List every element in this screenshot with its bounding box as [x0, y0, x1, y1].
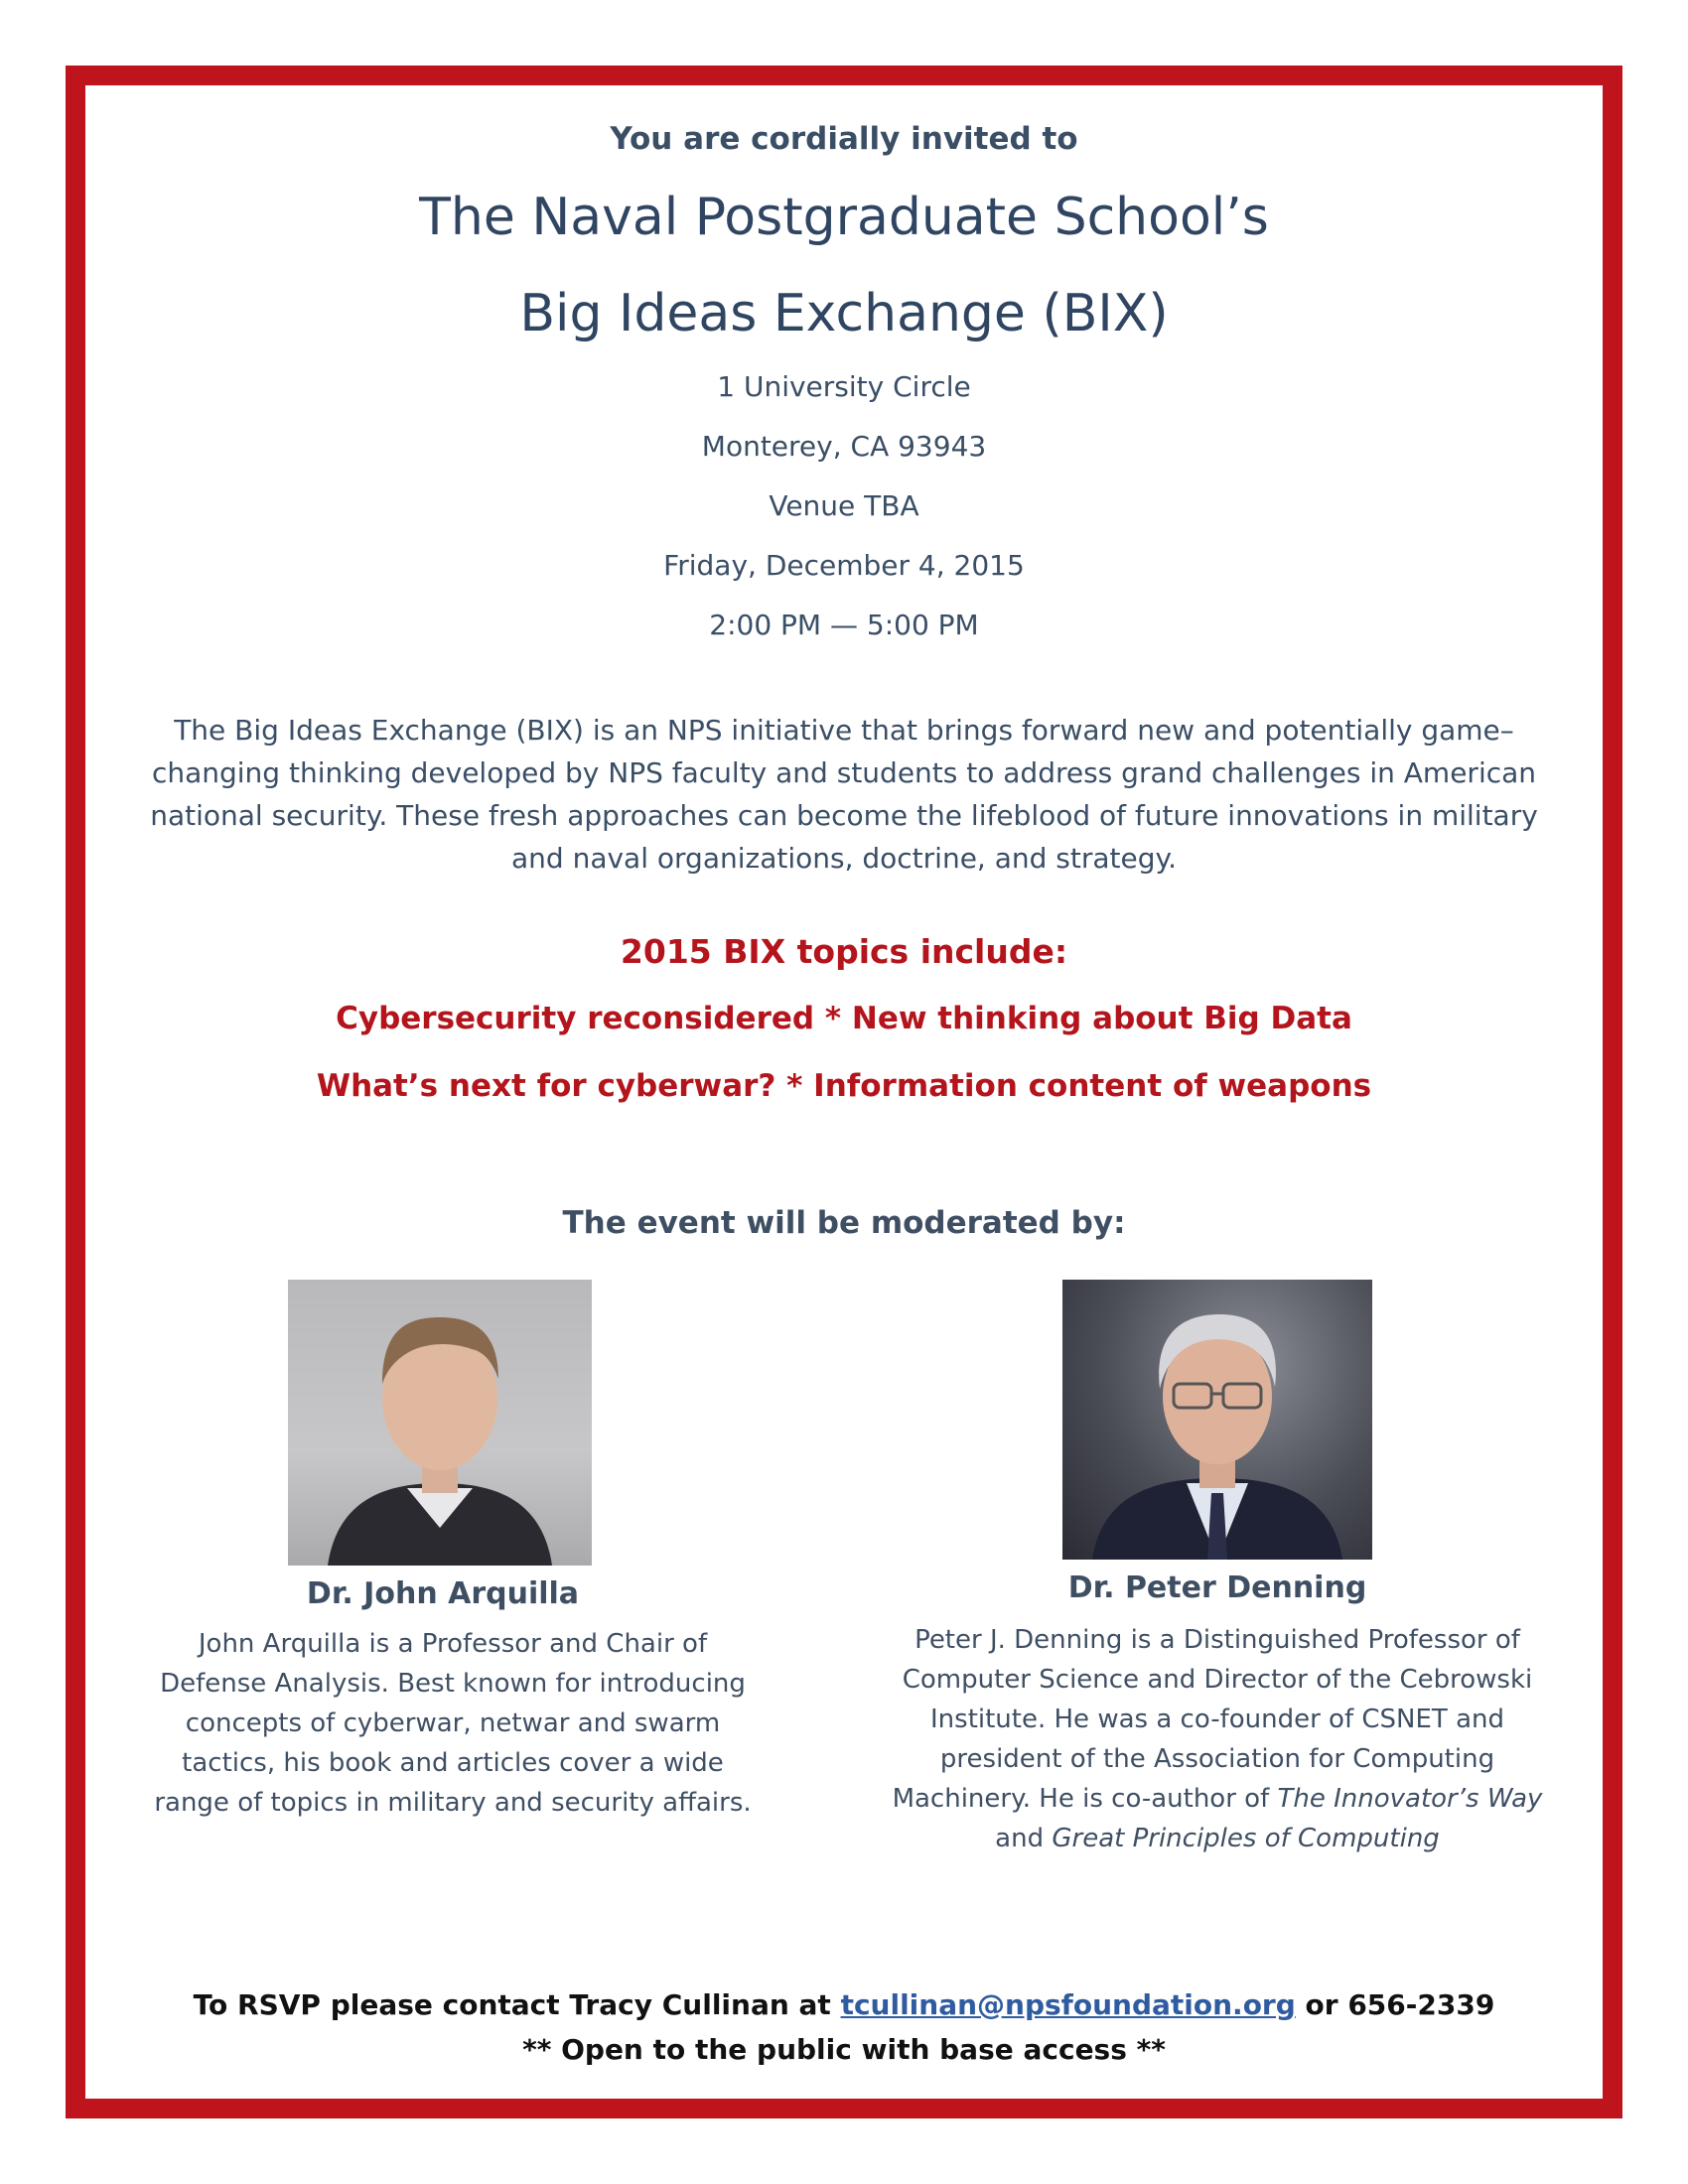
arquilla-photo	[288, 1280, 592, 1566]
event-date: Friday, December 4, 2015	[663, 549, 1025, 582]
bio-and: and	[995, 1824, 1045, 1853]
event-time: 2:00 PM — 5:00 PM	[709, 609, 979, 641]
moderator-bio-arquilla: John Arquilla is a Professor and Chair of Defense Analysis. Best known for introducing concepts of cyberwar, netwar and swarm tactics, his book and articles cover a wide range of topics in military and security affairs.	[154, 1629, 752, 1818]
moderator-name-arquilla: Dr. John Arquilla	[306, 1576, 580, 1611]
invitation-frame	[66, 66, 1622, 2118]
address-line-1: 1 University Circle	[717, 370, 971, 403]
open-note: ** Open to the public with base access **	[522, 2033, 1166, 2066]
denning-bio-text: Peter J. Denning is a Distinguished Professor of Computer Science and Director of the Cebrowski Institute. He was a co-founder of CSNET and president of the Association for Computing Machinery. He is co-author of	[892, 1625, 1533, 1814]
rsvp-suffix: or 656-2339	[1305, 1988, 1495, 2021]
venue: Venue TBA	[769, 489, 919, 522]
rsvp-line	[85, 1988, 1603, 2021]
moderated-by: The event will be moderated by:	[562, 1205, 1126, 1241]
moderator-bio-denning	[890, 1620, 1545, 1858]
denning-photo	[1062, 1280, 1372, 1560]
title-line-1: The Naval Postgraduate School’s	[419, 188, 1269, 247]
topics-line-1: Cybersecurity reconsidered * New thinking about Big Data	[336, 1001, 1352, 1036]
address-line-2: Monterey, CA 93943	[701, 430, 987, 463]
topics-line-2: What’s next for cyberwar? * Information content of weapons	[316, 1068, 1372, 1104]
book-innovators-way: The Innovator’s Way	[1277, 1784, 1543, 1814]
invite-line: You are cordially invited to	[610, 121, 1078, 157]
topics-heading: 2015 BIX topics include:	[620, 932, 1068, 971]
moderator-name-denning: Dr. Peter Denning	[1067, 1570, 1367, 1605]
description: The Big Ideas Exchange (BIX) is an NPS initiative that brings forward new and potentially game–changing thinking developed by NPS faculty and students to address grand challenges in American national security. These fresh approaches can become the lifeblood of future innovations in military and naval organizations, doctrine, and strategy.	[150, 714, 1538, 875]
title-line-2: Big Ideas Exchange (BIX)	[519, 284, 1169, 343]
rsvp-prefix: To RSVP please contact Tracy Cullinan at	[193, 1988, 831, 2021]
rsvp-email-link[interactable]: tcullinan@npsfoundation.org	[840, 1988, 1296, 2021]
book-great-principles: Great Principles of Computing	[1052, 1824, 1440, 1853]
